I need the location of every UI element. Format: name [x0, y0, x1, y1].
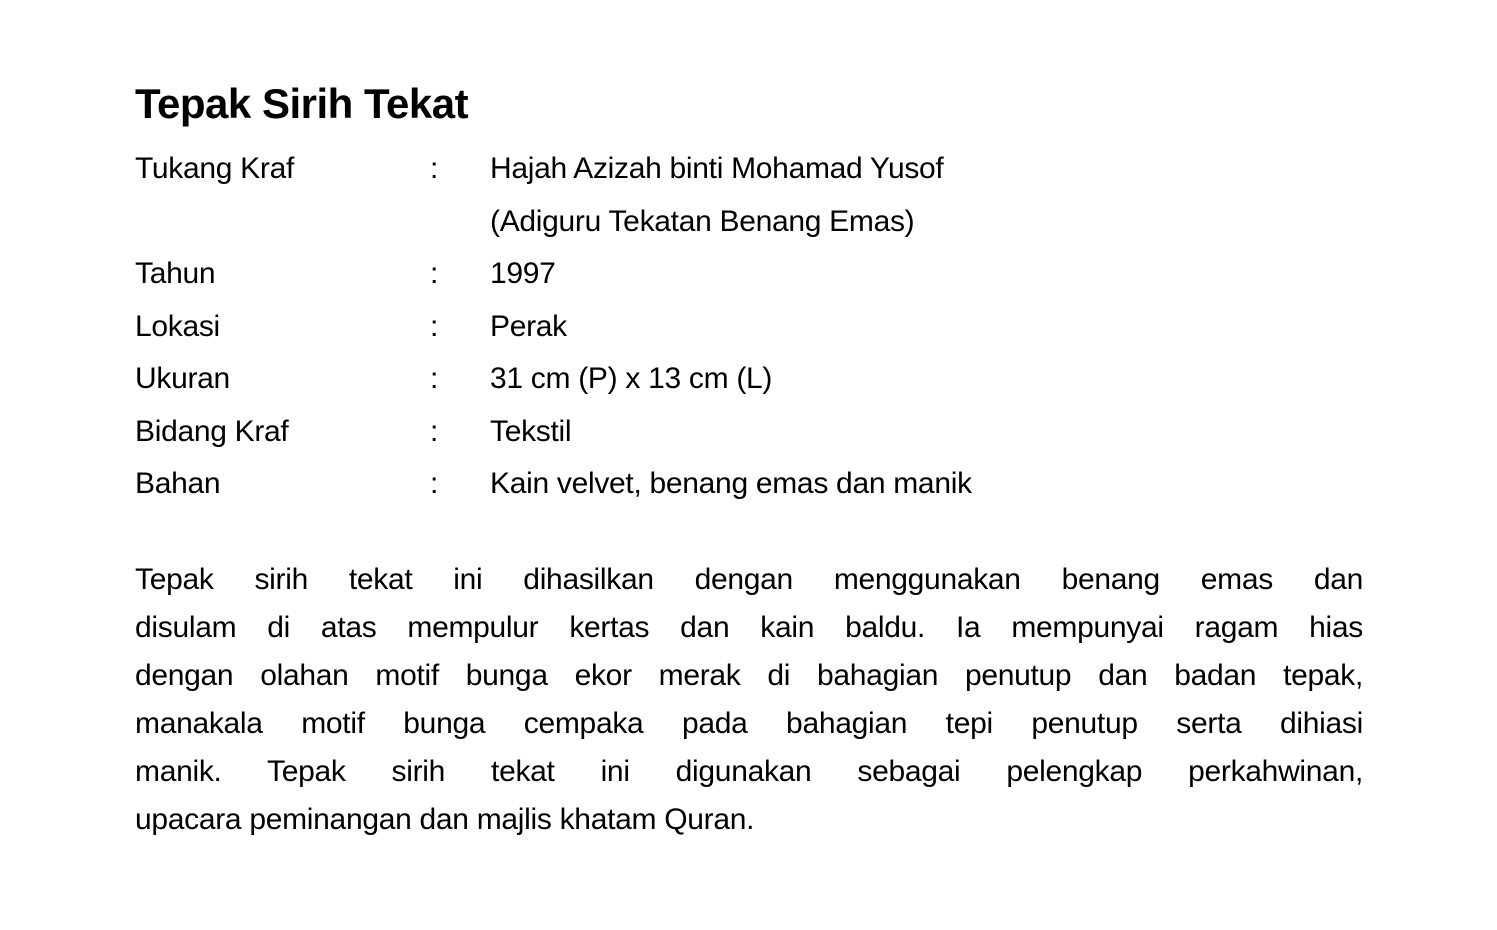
detail-row — [135, 406, 1363, 459]
detail-separator: : — [430, 152, 439, 185]
detail-label: Ukuran — [135, 362, 230, 395]
description-line: manakala motif bunga cempaka pada bahagian tepi penutup serta dihiasi — [135, 707, 1363, 740]
detail-value — [490, 353, 1363, 406]
detail-value — [490, 406, 1363, 459]
detail-separator: : — [430, 309, 439, 343]
detail-value-line: Perak — [490, 309, 567, 343]
detail-value-line: 1997 — [490, 257, 556, 290]
detail-label: Lokasi — [135, 309, 220, 343]
detail-row — [135, 301, 1363, 354]
detail-row — [135, 353, 1363, 406]
page-title: Tepak Sirih Tekat — [135, 80, 469, 127]
description-line: disulam di atas mempulur kertas dan kain baldu. Ia mempunyai ragam hias — [135, 611, 1363, 644]
detail-row — [135, 143, 1363, 248]
detail-value — [490, 301, 1363, 354]
detail-value — [490, 458, 1363, 511]
description-line: Tepak sirih tekat ini dihasilkan dengan menggunakan benang emas dan — [135, 563, 1363, 596]
detail-value — [490, 143, 1363, 248]
detail-value — [490, 248, 1363, 301]
description-paragraph — [135, 556, 1363, 844]
detail-value-line: 31 cm (P) x 13 cm (L) — [490, 362, 773, 395]
detail-value-line: (Adiguru Tekatan Benang Emas) — [490, 204, 915, 238]
detail-label: Bidang Kraf — [135, 414, 289, 448]
detail-separator: : — [430, 362, 439, 395]
details-list — [135, 143, 1363, 511]
detail-value-line: Hajah Azizah binti Mohamad Yusof — [490, 152, 944, 185]
detail-row — [135, 458, 1363, 511]
description-line: dengan olahan motif bunga ekor merak di bahagian penutup dan badan tepak, — [135, 659, 1363, 692]
detail-separator: : — [430, 467, 439, 500]
detail-value-line: Tekstil — [490, 414, 572, 448]
detail-label: Tukang Kraf — [135, 152, 295, 185]
detail-value-line: Kain velvet, benang emas dan manik — [490, 467, 972, 500]
detail-row — [135, 248, 1363, 301]
description-line: manik. Tepak sirih tekat ini digunakan sebagai pelengkap perkahwinan, — [135, 755, 1363, 788]
detail-separator: : — [430, 414, 439, 448]
detail-label: Bahan — [135, 467, 221, 500]
detail-label: Tahun — [135, 257, 216, 290]
detail-separator: : — [430, 257, 439, 290]
description-line: upacara peminangan dan majlis khatam Quran. — [135, 803, 755, 836]
